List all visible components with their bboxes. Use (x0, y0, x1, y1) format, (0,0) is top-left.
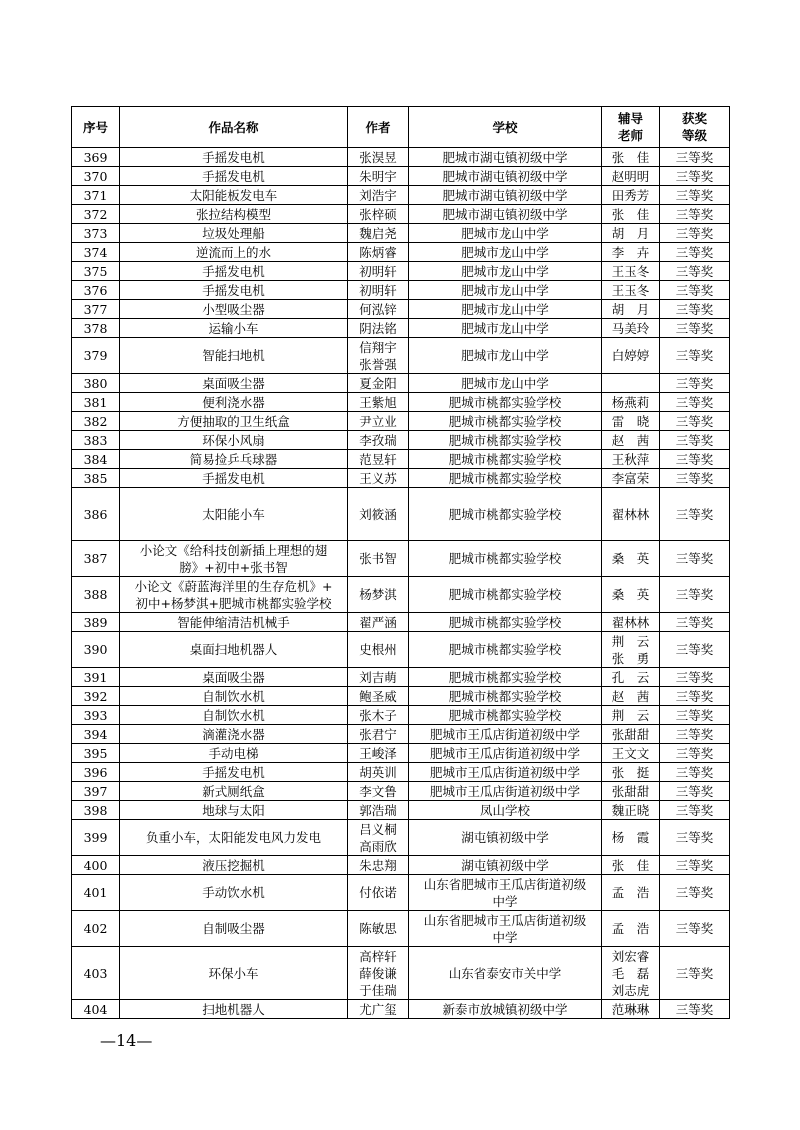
cell-award: 三等奖 (660, 281, 730, 300)
cell-school: 肥城市桃都实验学校 (409, 541, 602, 577)
cell-advisor (602, 374, 660, 393)
cell-work-title: 垃圾处理船 (120, 224, 348, 243)
cell-award: 三等奖 (660, 801, 730, 820)
cell-seq: 374 (72, 243, 120, 262)
cell-award: 三等奖 (660, 911, 730, 947)
table-row (72, 947, 730, 1000)
cell-seq: 383 (72, 431, 120, 450)
cell-school: 肥城市龙山中学 (409, 319, 602, 338)
cell-work-title: 小论文《蔚蓝海洋里的生存危机》+ 初中+杨梦淇+肥城市桃都实验学校 (120, 577, 348, 613)
cell-advisor: 张甜甜 (602, 725, 660, 744)
table-row (72, 224, 730, 243)
cell-award: 三等奖 (660, 243, 730, 262)
cell-author: 刘浩宇 (348, 186, 409, 205)
table-row (72, 412, 730, 431)
cell-award: 三等奖 (660, 725, 730, 744)
page-number: —14— (100, 1031, 153, 1050)
header-advisor: 辅导 老师 (602, 107, 660, 148)
cell-seq: 391 (72, 668, 120, 687)
table-row (72, 541, 730, 577)
cell-seq: 399 (72, 820, 120, 856)
table-row (72, 167, 730, 186)
cell-advisor: 魏正晓 (602, 801, 660, 820)
cell-work-title: 手摇发电机 (120, 262, 348, 281)
cell-author: 鲍圣威 (348, 687, 409, 706)
table-row (72, 856, 730, 875)
cell-advisor: 李 卉 (602, 243, 660, 262)
table-body (72, 148, 730, 1019)
cell-seq: 390 (72, 632, 120, 668)
cell-award: 三等奖 (660, 744, 730, 763)
cell-author: 郭浩瑞 (348, 801, 409, 820)
table-header-row (72, 107, 730, 148)
cell-school: 肥城市湖屯镇初级中学 (409, 186, 602, 205)
cell-author: 张梓硕 (348, 205, 409, 224)
cell-seq: 379 (72, 338, 120, 374)
cell-author: 陈敏思 (348, 911, 409, 947)
cell-school: 肥城市龙山中学 (409, 300, 602, 319)
cell-award: 三等奖 (660, 319, 730, 338)
table-row (72, 706, 730, 725)
cell-author: 王紫旭 (348, 393, 409, 412)
cell-award: 三等奖 (660, 577, 730, 613)
table-row (72, 300, 730, 319)
table-row (72, 148, 730, 167)
cell-author: 李孜瑞 (348, 431, 409, 450)
cell-school: 肥城市王瓜店街道初级中学 (409, 782, 602, 801)
cell-work-title: 环保小车 (120, 947, 348, 1000)
cell-work-title: 手动电梯 (120, 744, 348, 763)
cell-author: 翟严涵 (348, 613, 409, 632)
cell-author: 张木子 (348, 706, 409, 725)
cell-advisor: 翟林林 (602, 613, 660, 632)
cell-school: 肥城市湖屯镇初级中学 (409, 167, 602, 186)
cell-advisor: 孟 浩 (602, 911, 660, 947)
cell-seq: 377 (72, 300, 120, 319)
cell-author: 杨梦淇 (348, 577, 409, 613)
cell-award: 三等奖 (660, 205, 730, 224)
cell-advisor: 荆 云 张 勇 (602, 632, 660, 668)
cell-author: 高梓轩 薛俊谦 于佳瑞 (348, 947, 409, 1000)
cell-school: 肥城市龙山中学 (409, 243, 602, 262)
table-row (72, 431, 730, 450)
cell-school: 肥城市桃都实验学校 (409, 469, 602, 488)
cell-seq: 382 (72, 412, 120, 431)
cell-school: 肥城市桃都实验学校 (409, 613, 602, 632)
header-seq: 序号 (72, 107, 120, 148)
cell-work-title: 智能伸缩清洁机械手 (120, 613, 348, 632)
table-row (72, 469, 730, 488)
cell-award: 三等奖 (660, 706, 730, 725)
cell-seq: 400 (72, 856, 120, 875)
table-row (72, 763, 730, 782)
cell-advisor: 雷 晓 (602, 412, 660, 431)
cell-award: 三等奖 (660, 186, 730, 205)
cell-advisor: 王玉冬 (602, 262, 660, 281)
cell-work-title: 扫地机器人 (120, 1000, 348, 1019)
cell-school: 肥城市王瓜店街道初级中学 (409, 763, 602, 782)
cell-seq: 388 (72, 577, 120, 613)
cell-advisor: 杨 霞 (602, 820, 660, 856)
cell-author: 胡英训 (348, 763, 409, 782)
cell-advisor: 张 佳 (602, 205, 660, 224)
cell-award: 三等奖 (660, 300, 730, 319)
cell-author: 范昱轩 (348, 450, 409, 469)
cell-award: 三等奖 (660, 431, 730, 450)
cell-author: 王峻泽 (348, 744, 409, 763)
table-row (72, 205, 730, 224)
cell-school: 肥城市桃都实验学校 (409, 632, 602, 668)
header-award: 获奖 等级 (660, 107, 730, 148)
cell-work-title: 滴灌浇水器 (120, 725, 348, 744)
table-row (72, 1000, 730, 1019)
cell-seq: 371 (72, 186, 120, 205)
cell-work-title: 方便抽取的卫生纸盒 (120, 412, 348, 431)
cell-work-title: 负重小车，太阳能发电风力发电 (120, 820, 348, 856)
cell-award: 三等奖 (660, 687, 730, 706)
cell-award: 三等奖 (660, 875, 730, 911)
table-row (72, 632, 730, 668)
table-row (72, 450, 730, 469)
cell-work-title: 智能扫地机 (120, 338, 348, 374)
cell-work-title: 运输小车 (120, 319, 348, 338)
cell-work-title: 逆流而上的水 (120, 243, 348, 262)
cell-work-title: 桌面吸尘器 (120, 374, 348, 393)
cell-author: 尹立业 (348, 412, 409, 431)
table-row (72, 744, 730, 763)
cell-award: 三等奖 (660, 763, 730, 782)
table-row (72, 613, 730, 632)
table-row (72, 262, 730, 281)
table-row (72, 577, 730, 613)
cell-advisor: 张甜甜 (602, 782, 660, 801)
cell-advisor: 赵 茜 (602, 431, 660, 450)
table-row (72, 281, 730, 300)
cell-work-title: 手摇发电机 (120, 167, 348, 186)
table-row (72, 820, 730, 856)
cell-seq: 386 (72, 488, 120, 541)
cell-work-title: 手摇发电机 (120, 469, 348, 488)
cell-author: 张淏昱 (348, 148, 409, 167)
cell-work-title: 小论文《给科技创新插上理想的翅 膀》+初中+张书智 (120, 541, 348, 577)
cell-work-title: 太阳能板发电车 (120, 186, 348, 205)
cell-work-title: 环保小风扇 (120, 431, 348, 450)
cell-school: 湖屯镇初级中学 (409, 856, 602, 875)
table-row (72, 319, 730, 338)
cell-seq: 398 (72, 801, 120, 820)
cell-award: 三等奖 (660, 668, 730, 687)
awards-table (71, 106, 730, 1019)
cell-school: 肥城市王瓜店街道初级中学 (409, 725, 602, 744)
cell-advisor: 张 佳 (602, 148, 660, 167)
cell-advisor: 桑 英 (602, 577, 660, 613)
cell-school: 肥城市桃都实验学校 (409, 450, 602, 469)
cell-seq: 404 (72, 1000, 120, 1019)
cell-author: 刘吉萌 (348, 668, 409, 687)
table-row (72, 801, 730, 820)
cell-award: 三等奖 (660, 148, 730, 167)
cell-school: 肥城市湖屯镇初级中学 (409, 205, 602, 224)
cell-school: 肥城市王瓜店街道初级中学 (409, 744, 602, 763)
cell-seq: 370 (72, 167, 120, 186)
cell-advisor: 李富荣 (602, 469, 660, 488)
cell-advisor: 翟林林 (602, 488, 660, 541)
cell-award: 三等奖 (660, 167, 730, 186)
cell-seq: 387 (72, 541, 120, 577)
cell-author: 何泓锌 (348, 300, 409, 319)
cell-advisor: 王玉冬 (602, 281, 660, 300)
cell-work-title: 太阳能小车 (120, 488, 348, 541)
cell-school: 肥城市龙山中学 (409, 224, 602, 243)
cell-author: 李文鲁 (348, 782, 409, 801)
cell-award: 三等奖 (660, 632, 730, 668)
cell-seq: 384 (72, 450, 120, 469)
table-row (72, 243, 730, 262)
cell-work-title: 手摇发电机 (120, 763, 348, 782)
cell-work-title: 小型吸尘器 (120, 300, 348, 319)
cell-school: 山东省肥城市王瓜店街道初级 中学 (409, 911, 602, 947)
cell-author: 魏启尧 (348, 224, 409, 243)
cell-advisor: 孔 云 (602, 668, 660, 687)
cell-work-title: 张拉结构模型 (120, 205, 348, 224)
cell-seq: 372 (72, 205, 120, 224)
header-school: 学校 (409, 107, 602, 148)
cell-award: 三等奖 (660, 338, 730, 374)
cell-school: 湖屯镇初级中学 (409, 820, 602, 856)
cell-award: 三等奖 (660, 613, 730, 632)
table-row (72, 911, 730, 947)
cell-work-title: 自制饮水机 (120, 706, 348, 725)
cell-award: 三等奖 (660, 450, 730, 469)
cell-school: 肥城市桃都实验学校 (409, 706, 602, 725)
cell-seq: 381 (72, 393, 120, 412)
cell-advisor: 胡 月 (602, 300, 660, 319)
cell-author: 张书智 (348, 541, 409, 577)
cell-school: 肥城市桃都实验学校 (409, 393, 602, 412)
table-row (72, 374, 730, 393)
cell-seq: 389 (72, 613, 120, 632)
cell-advisor: 张 挺 (602, 763, 660, 782)
cell-advisor: 孟 浩 (602, 875, 660, 911)
cell-advisor: 杨燕莉 (602, 393, 660, 412)
table-row (72, 668, 730, 687)
cell-award: 三等奖 (660, 820, 730, 856)
cell-author: 付依诺 (348, 875, 409, 911)
cell-seq: 393 (72, 706, 120, 725)
cell-author: 朱忠翔 (348, 856, 409, 875)
cell-school: 肥城市桃都实验学校 (409, 687, 602, 706)
cell-author: 史根州 (348, 632, 409, 668)
cell-seq: 385 (72, 469, 120, 488)
cell-school: 山东省肥城市王瓜店街道初级 中学 (409, 875, 602, 911)
cell-seq: 403 (72, 947, 120, 1000)
cell-author: 张君宁 (348, 725, 409, 744)
header-work-title: 作品名称 (120, 107, 348, 148)
cell-author: 王义苏 (348, 469, 409, 488)
table-row (72, 725, 730, 744)
cell-award: 三等奖 (660, 262, 730, 281)
cell-advisor: 白婷婷 (602, 338, 660, 374)
cell-seq: 402 (72, 911, 120, 947)
table-row (72, 782, 730, 801)
cell-work-title: 便利浇水器 (120, 393, 348, 412)
cell-author: 阴法铭 (348, 319, 409, 338)
cell-advisor: 赵 茜 (602, 687, 660, 706)
cell-advisor: 桑 英 (602, 541, 660, 577)
cell-advisor: 胡 月 (602, 224, 660, 243)
cell-work-title: 地球与太阳 (120, 801, 348, 820)
cell-advisor: 王文文 (602, 744, 660, 763)
cell-advisor: 张 佳 (602, 856, 660, 875)
cell-award: 三等奖 (660, 947, 730, 1000)
cell-author: 信翔宇 张誉强 (348, 338, 409, 374)
table-row (72, 338, 730, 374)
cell-work-title: 手摇发电机 (120, 281, 348, 300)
cell-school: 肥城市龙山中学 (409, 262, 602, 281)
cell-school: 肥城市桃都实验学校 (409, 412, 602, 431)
cell-school: 肥城市龙山中学 (409, 374, 602, 393)
cell-award: 三等奖 (660, 488, 730, 541)
cell-award: 三等奖 (660, 224, 730, 243)
cell-school: 肥城市桃都实验学校 (409, 431, 602, 450)
cell-advisor: 赵明明 (602, 167, 660, 186)
table-row (72, 393, 730, 412)
cell-seq: 369 (72, 148, 120, 167)
table-row (72, 186, 730, 205)
cell-work-title: 液压挖掘机 (120, 856, 348, 875)
cell-work-title: 自制吸尘器 (120, 911, 348, 947)
cell-seq: 392 (72, 687, 120, 706)
cell-author: 初明轩 (348, 262, 409, 281)
cell-author: 陈炳睿 (348, 243, 409, 262)
cell-award: 三等奖 (660, 469, 730, 488)
cell-advisor: 田秀芳 (602, 186, 660, 205)
cell-author: 夏金阳 (348, 374, 409, 393)
cell-author: 朱明宇 (348, 167, 409, 186)
cell-work-title: 桌面扫地机器人 (120, 632, 348, 668)
cell-award: 三等奖 (660, 1000, 730, 1019)
cell-work-title: 桌面吸尘器 (120, 668, 348, 687)
table-row (72, 875, 730, 911)
table-row (72, 687, 730, 706)
cell-author: 尤广玺 (348, 1000, 409, 1019)
cell-advisor: 范琳琳 (602, 1000, 660, 1019)
cell-work-title: 简易捡乒乓球器 (120, 450, 348, 469)
cell-award: 三等奖 (660, 856, 730, 875)
cell-seq: 375 (72, 262, 120, 281)
cell-work-title: 手摇发电机 (120, 148, 348, 167)
cell-award: 三等奖 (660, 393, 730, 412)
cell-work-title: 自制饮水机 (120, 687, 348, 706)
cell-advisor: 王秋萍 (602, 450, 660, 469)
cell-school: 肥城市桃都实验学校 (409, 488, 602, 541)
table-row (72, 488, 730, 541)
cell-advisor: 荆 云 (602, 706, 660, 725)
cell-school: 肥城市桃都实验学校 (409, 668, 602, 687)
cell-award: 三等奖 (660, 541, 730, 577)
cell-author: 刘筱涵 (348, 488, 409, 541)
cell-seq: 378 (72, 319, 120, 338)
header-author: 作者 (348, 107, 409, 148)
cell-seq: 373 (72, 224, 120, 243)
cell-school: 肥城市湖屯镇初级中学 (409, 148, 602, 167)
cell-school: 肥城市桃都实验学校 (409, 577, 602, 613)
cell-school: 新泰市放城镇初级中学 (409, 1000, 602, 1019)
cell-school: 山东省泰安市关中学 (409, 947, 602, 1000)
cell-author: 吕义桐 高雨欣 (348, 820, 409, 856)
cell-seq: 394 (72, 725, 120, 744)
cell-seq: 397 (72, 782, 120, 801)
cell-seq: 380 (72, 374, 120, 393)
cell-award: 三等奖 (660, 782, 730, 801)
cell-school: 肥城市龙山中学 (409, 338, 602, 374)
cell-advisor: 刘宏睿 毛 磊 刘志虎 (602, 947, 660, 1000)
cell-seq: 395 (72, 744, 120, 763)
cell-work-title: 新式厕纸盒 (120, 782, 348, 801)
cell-seq: 376 (72, 281, 120, 300)
cell-school: 肥城市龙山中学 (409, 281, 602, 300)
cell-award: 三等奖 (660, 374, 730, 393)
cell-award: 三等奖 (660, 412, 730, 431)
cell-advisor: 马美玲 (602, 319, 660, 338)
cell-school: 凤山学校 (409, 801, 602, 820)
cell-work-title: 手动饮水机 (120, 875, 348, 911)
cell-seq: 396 (72, 763, 120, 782)
cell-author: 初明轩 (348, 281, 409, 300)
cell-seq: 401 (72, 875, 120, 911)
